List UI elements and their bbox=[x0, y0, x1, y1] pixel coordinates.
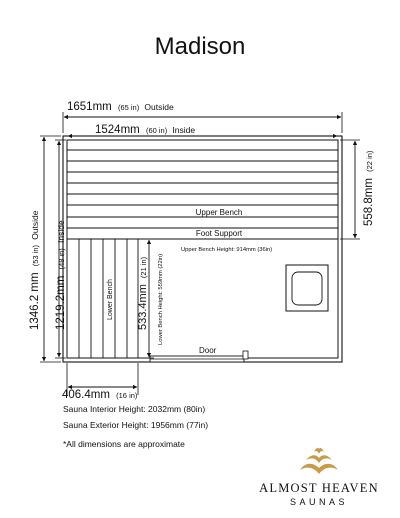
dim-inside-depth bbox=[55, 140, 67, 358]
lower-bench-height-label: Lower Bench Height: 559mm (22in) bbox=[158, 253, 164, 345]
upper-bench-label: Upper Bench bbox=[195, 208, 243, 217]
dim-lower-bench-depth bbox=[137, 239, 164, 358]
approximate-note: *All dimensions are approximate bbox=[63, 439, 185, 449]
outside-depth-suffix: Outside bbox=[30, 210, 40, 240]
dim-lower-bench-width bbox=[62, 363, 138, 401]
diagram-title: Madison bbox=[154, 33, 246, 60]
inside-depth-value: 1219.2mm bbox=[55, 275, 67, 330]
svg-text:1346.2 mm (53 in) bbox=[29, 210, 41, 330]
svg-text:533.4mm (21 in) bbox=[137, 256, 149, 330]
inside-width-suffix: Inside bbox=[172, 125, 196, 135]
lower-bench-depth-value: 533.4mm bbox=[137, 284, 149, 330]
dim-upper-bench-depth bbox=[340, 140, 375, 239]
outside-width-inches: (65 in) bbox=[117, 103, 140, 112]
foot-support-label: Foot Support bbox=[195, 229, 243, 238]
door-label: Door bbox=[199, 346, 217, 355]
lower-bench-width-inches: (16 in) bbox=[116, 391, 138, 400]
svg-text:1651mm (65 in) Out bbox=[67, 101, 174, 113]
heater bbox=[286, 265, 328, 311]
inside-depth-suffix: Inside bbox=[56, 220, 66, 243]
svg-text:1524mm (60 in) Ins bbox=[95, 124, 195, 136]
logo-mark bbox=[300, 448, 338, 474]
upper-bench-depth-value: 558.8mm bbox=[363, 178, 375, 226]
inside-depth-inches: (48 in) bbox=[57, 248, 66, 270]
svg-text:558.8mm (22 in) bbox=[363, 150, 375, 226]
lower-bench-width-value: 406.4mm bbox=[62, 389, 110, 401]
dim-inside-width bbox=[68, 124, 337, 136]
upper-bench-height-label: Upper Bench Height: 914mm (36in) bbox=[181, 247, 273, 253]
outside-width-suffix: Outside bbox=[144, 102, 174, 112]
interior-height-note: Sauna Interior Height: 2032mm (80in) bbox=[63, 404, 206, 414]
logo-wordmark: ALMOST HEAVEN bbox=[259, 481, 379, 495]
inside-width-value: 1524mm bbox=[95, 124, 140, 136]
outside-depth-inches: (53 in) bbox=[31, 245, 40, 267]
inside-width-inches: (60 in) bbox=[145, 126, 168, 135]
lower-bench-label: Lower Bench bbox=[107, 279, 114, 320]
svg-text:406.4mm (16 in) bbox=[62, 389, 138, 401]
outside-depth-value: 1346.2 mm bbox=[29, 272, 41, 330]
svg-text:1219.2mm (48 in) I bbox=[55, 220, 67, 330]
logo-subtitle: SAUNAS bbox=[289, 497, 348, 507]
upper-bench-depth-inches: (22 in) bbox=[365, 150, 374, 172]
lower-bench-depth-inches: (21 in) bbox=[139, 256, 148, 279]
outside-width-value: 1651mm bbox=[67, 101, 112, 113]
exterior-height-note: Sauna Exterior Height: 1956mm (77in) bbox=[63, 420, 209, 430]
